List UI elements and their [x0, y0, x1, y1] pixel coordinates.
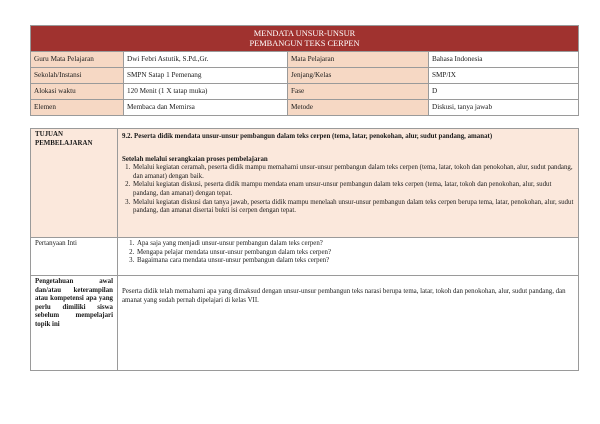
- list-item: 3. Melalui kegiatan diskusi dan tanya jawab, peserta didik mampu menelaah unsur-unsur pembangun dalam teks cerpen berupa tema, latar, penokohan, alur, sudut pandang, dan amanat disertai bukti isi cerpen dengan tepat.: [132, 199, 574, 216]
- info-label: Mata Pelajaran: [288, 52, 429, 68]
- document-title: [31, 26, 579, 52]
- list-item: 1. Melalui kegiatan ceramah, peserta didik mampu memahami unsur-unsur pembangun dalam teks cerpen (tema, latar, tokoh dan penokohan, alur, sudut pandang, dan amanat) dengan baik.: [132, 164, 574, 181]
- prior-knowledge-label: Pengetahuan awal dan/atau keterampilan atau kompetensi apa yang perlu dimiliki siswa sebelum mempelajari topik ini: [31, 276, 118, 371]
- prior-knowledge-row: [31, 276, 579, 371]
- questions-row: [31, 238, 579, 276]
- objectives-content: [118, 129, 579, 238]
- questions-label: Pertanyaan Inti: [31, 238, 118, 276]
- info-value: Bahasa Indonesia: [429, 52, 579, 68]
- info-label: Alokasi waktu: [31, 84, 124, 100]
- questions-content: [118, 238, 579, 276]
- info-label: Fase: [288, 84, 429, 100]
- steps-title: Setelah melalui serangkaian proses pembelajaran: [122, 155, 268, 163]
- list-item: 2. Mengapa pelajar mendata unsur-unsur pembangun dalam teks cerpen?: [136, 249, 574, 258]
- objective-title: 9.2. Peserta didik mendata unsur-unsur pembangun dalam teks cerpen (tema, latar, penokohan, alur, sudut pandang, amanat): [122, 133, 493, 140]
- info-value: 120 Menit (1 X tatap muka): [124, 84, 288, 100]
- info-row: [31, 52, 579, 68]
- identity-table: [30, 25, 579, 116]
- learning-table: [30, 128, 579, 371]
- objectives-label: TUJUAN PEMBELAJARAN: [31, 129, 118, 238]
- list-item: 3. Bagaimana cara mendata unsur-unsur pembangun dalam teks cerpen?: [136, 257, 574, 266]
- info-label: Elemen: [31, 100, 124, 116]
- info-label: Guru Mata Pelajaran: [31, 52, 124, 68]
- document-title-line2: PEMBANGUN TEKS CERPEN: [249, 38, 360, 48]
- prior-knowledge-text: Peserta didik telah memahami apa yang dimaksud dengan unsur-unsur pembangun teks narasi berupa tema, latar, tokoh dan penokohan, alur, sudut pandang, dan amanat yang sudah pernah dipelajari di kelas VII.: [122, 288, 566, 304]
- objective-list: [122, 164, 574, 216]
- info-value: Dwi Febri Astutik, S.Pd.,Gr.: [124, 52, 288, 68]
- list-item: 2. Melalui kegiatan diskusi, peserta didik mampu mendata enam unsur-unsur pembangun dalam teks cerpen (tema, latar, tokoh dan penokohan, alur, sudut pandang, dan amanat) dengan tepat.: [132, 181, 574, 198]
- info-row: [31, 100, 579, 116]
- info-row: [31, 84, 579, 100]
- info-label: Sekolah/Instansi: [31, 68, 124, 84]
- info-value: Diskusi, tanya jawab: [429, 100, 579, 116]
- question-list: [122, 240, 574, 266]
- info-value: SMPN Satap 1 Pemenang: [124, 68, 288, 84]
- objectives-row: [31, 129, 579, 238]
- info-label: Metode: [288, 100, 429, 116]
- document-title-line1: MENDATA UNSUR-UNSUR: [253, 28, 356, 38]
- info-row: [31, 68, 579, 84]
- info-label: Jenjang/Kelas: [288, 68, 429, 84]
- prior-knowledge-content: [118, 276, 579, 371]
- list-item: 1. Apa saja yang menjadi unsur-unsur pembangun dalam teks cerpen?: [136, 240, 574, 249]
- info-value: Membaca dan Memirsa: [124, 100, 288, 116]
- info-value: D: [429, 84, 579, 100]
- info-value: SMP/IX: [429, 68, 579, 84]
